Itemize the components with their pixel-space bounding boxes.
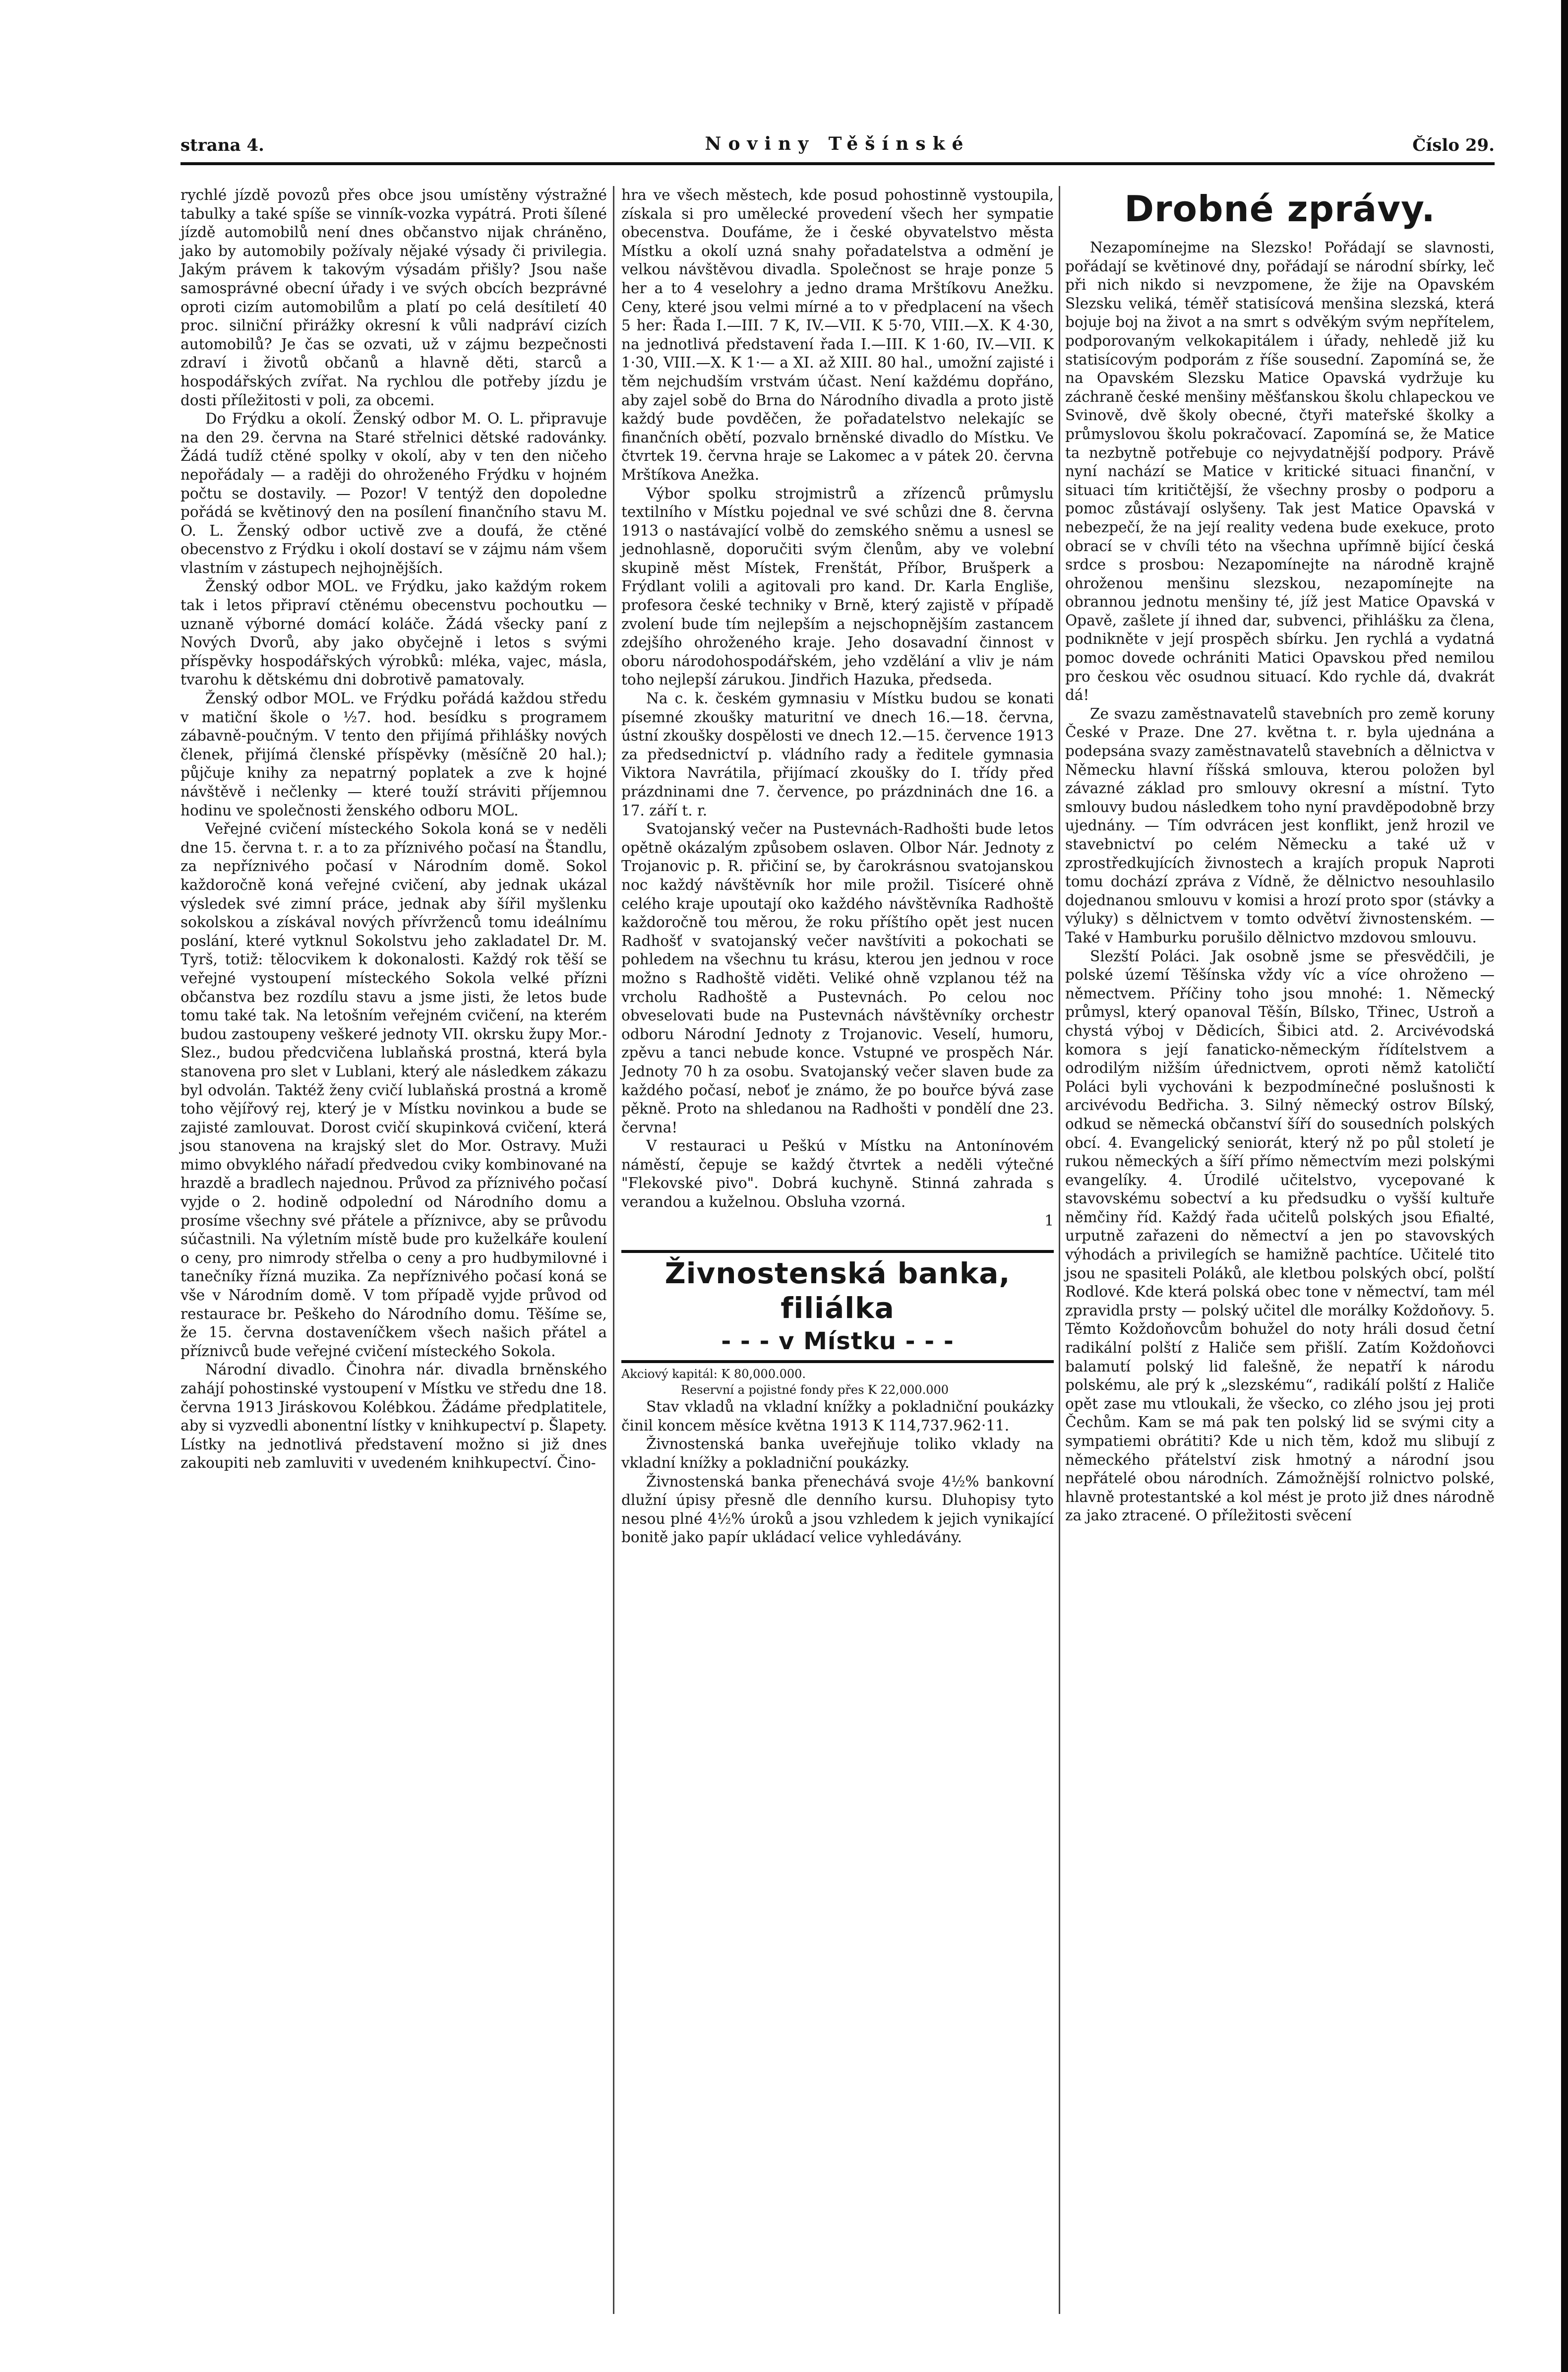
bank-advertisement bbox=[621, 1250, 1054, 1547]
article-paragraph: Národní divadlo. Činohra nár. divadla brněnského zahájí pohostinské vystoupení v Místku ve středu dne 18. června 1913 Jiráskovou Kolébkou. Žádáme předplatitele, aby si vyzvedli abonentní lístky v knihkupectví p. Šlapety. Lístky na jednotlivá představení možno si již dnes zakoupiti neb zamluviti v uvedeném knihkupectví. Čino- bbox=[181, 1361, 607, 1472]
bank-capital: Akciový kapitál: K 80,000.000. bbox=[621, 1367, 806, 1381]
article-paragraph: hra ve všech městech, kde posud pohostinně vystoupila, získala si pro umělecké provedení všech her sympatie obecenstva. Doufáme, že i české obyvatelstvo města Místku a okolí uzná snahy pořadatelstva a odmění je velkou návštěvou divadla. Společnost se hraje ponze 5 her a to 4 veselohry a jedno drama Mrštíkovu Anežku. Ceny, které jsou velmi mírné a to v předplacení na všech 5 her: Řada I.—III. 7 K, IV.—VII. K 5·70, VIII.—X. K 4·30, na jednotlivá představení řada I.—III. K 1·60, IV.—VII. K 1·30, VIII.—X. K 1·— a XI. až XIII. 80 hal., umožní zajisté i těm nejchudším vrstvám účast. Není každému dopřáno, aby zajel sobě do Brna do Národního divadla a proto jistě každý bude povděčen, že pořadatelstvo nelekajíc se finančních obětí, pozvalo brněnské divadlo do Místku. Ve čtvrtek 19. června hraje se Lakomec a v pátek 20. června Mrštíkova Anežka. bbox=[621, 187, 1054, 483]
bank-paragraph: Živnostenská banka uveřejňuje toliko vklady na vkladní knížky a pokladniční poukázky. bbox=[621, 1436, 1054, 1472]
article-paragraph: Na c. k. českém gymnasiu v Místku budou se konati písemné zkoušky maturitní ve dnech 16.—18. června, ústní zkoušky dospělosti ve dnech 12.—15. července 1913 za předsednictví p. vládního rady a ředitele gymnasia Viktora Navrátila, přijímací zkoušky do I. třídy před prázdninami dne 7. července, po prázdninách dne 16. a 17. září t. r. bbox=[621, 690, 1054, 819]
ad-rule bbox=[621, 1360, 1054, 1363]
column-divider bbox=[1059, 186, 1060, 2314]
bank-subtitle: - - - v Místku - - - bbox=[721, 1327, 954, 1356]
section-heading: Drobné zprávy. bbox=[1124, 188, 1436, 230]
article-paragraph: rychlé jízdě povozů přes obce jsou umístěny výstražné tabulky a také spíše se vinník-vozka vypátrá. Proti šílené jízdě automobilů není dnes občanstvo nijak chráněno, jako by automobily požívaly nějaké výsady či privilegia. Jakým právem k takovým výsadám přišly? Jsou naše samosprávné obecní úřady i ve svých obcích bezprávné oproti cizím automobilům a platí po celá desítiletí 40 proc. silniční přirážky okresní k vůli nadpráví cizích automobilů? Je čas se ozvati, už v zájmu bezpečnosti zdraví i životů občanů a hlavně děti, starců a hospodářských zvířat. Na rychlou dle potřeby jízdu je dosti příležitosti v poli, za obcemi. bbox=[181, 187, 607, 409]
column-1 bbox=[181, 186, 607, 1473]
newspaper-title: Noviny Těšínské bbox=[705, 133, 970, 154]
bank-paragraph: Živnostenská banka přenechává svoje 4½% bankovní dlužní úpisy přesně dle denního kursu. Dluhopisy tyto nesou plné 4½% úroků a jsou vzhledem k jejich vynikající bonitě jako papír ukládací velice vyhledávány. bbox=[621, 1473, 1054, 1546]
article-paragraph: Veřejné cvičení místeckého Sokola koná se v neděli dne 15. června t. r. a to za příznivého počasí na Štandlu, za nepříznivého počasí v Národním domě. Sokol každoročně koná veřejné cvičení, aby jednak ukázal výsledek své zimní práce, jednak aby šířil myšlenku sokolskou a získával nových přívrženců tomu ideálnímu poslání, které vytknul Sokolstvu jeho zakladatel Dr. M. Tyrš, totiž: tělocvikem k dokonalosti. Každý rok těší se veřejné vystoupení místeckého Sokola velké přízni občanstva bez rozdílu stavu a jsme jisti, že letos bude tomu také tak. Na letošním veřejném cvičení, na kterém budou zastoupeny veškeré jednoty VII. okrsku župy Mor.-Slez., budou předcvičena lublaňská prostná, která byla stanovena pro slet v Lublani, který ale následkem zákazu byl odvolán. Taktéž ženy cvičí lublaňská prostná a kromě toho vějířový rej, který je v Místku novinkou a bude se zajisté zamlouvat. Dorost cvičí skupinková cvičení, která jsou stanovena na krajský slet do Mor. Ostravy. Muži mimo obvyklého nářadí předvedou cviky kombinované na hrazdě a bradlech najednou. Průvod za příznivého počasí vyjde o 2. hodině odpolední od Národního domu a prosíme všechny své přátele a příznivce, aby se průvodu súčastnili. Na výletním místě bude pro kuželkáře koulení o ceny, pro nimrody střelba o ceny a pro hudbymilovné i tanečníky řízná muzika. Za nepříznivého počasí koná se vše v Národním domě. V tom případě vyjde průvod od restaurace br. Peškeho do Národního domu. Těšíme se, že 15. června dostaveníčkem všech našich přátel a příznivců bude veřejné cvičení místeckého Sokola. bbox=[181, 820, 607, 1360]
article-paragraph: Výbor spolku strojmistrů a zřízenců průmyslu textilního v Místku pojednal ve své schůzi dne 8. června 1913 o nastávající volbě do zemského sněmu a usnesl se jednohlasně, doporučiti svým členům, aby ve volební skupině měst Místek, Frenštát, Příbor, Brušperk a Frýdlant volili a agitovali pro kand. Dr. Karla Engliše, profesora české techniky v Brně, který zajistě v případě zvolení bude tím nejlepším a nejschopnějším zastancem zdejšího ohroženého kraje. Jeho dosavadní činnost v oboru národohospodářském, jeho vzdělání a vliv je nám toho nejlepší zárukou. Jindřich Hazuka, předseda. bbox=[621, 485, 1054, 688]
page-number: strana 4. bbox=[181, 135, 264, 155]
header-rule bbox=[181, 162, 1495, 165]
masthead bbox=[181, 130, 1495, 160]
article-paragraph: Ze svazu zaměstnavatelů stavebních pro země koruny České v Praze. Dne 27. května t. r. byla ujednána a podepsána svazy zaměstnavatelů stavebních a dělnictva v Německu hlavní říšská smlouva, kterou položen byl závazné základ pro smlouvy okresní a místní. Tyto smlouvy budou následkem toho nyní pravděpodobně brzy ujednány. — Tím odvrácen jest konflikt, jenž hrozil ve stavebnictví po celém Německu a také už v zprostředkujících živnostech a krajích propuk Naproti tomu dochází zpráva z Vídně, že dělnictvo nesouhlasilo dojednanou smlouvu v komisi a hrozí proto spor (stávky a výluky) s dělnictvem v tomto odvětví živnostenském. — Také v Hamburku porušilo dělnictvo mzdovou smlouvu. bbox=[1065, 705, 1495, 946]
column-divider bbox=[613, 186, 614, 2314]
article-paragraph: Ženský odbor MOL. ve Frýdku pořádá každou středu v matiční škole o ½7. hod. besídku s programem zábavně-poučným. V tento den přijímá přihlášky nových členek, přijímá členské příspěvky (měsíčně 20 hal.); půjčuje knihy za nepatrný poplatek a zve k hojné návštěvě i nečlenky — které touží stráviti příjemnou hodinu ve společnosti ženského odboru MOL. bbox=[181, 690, 607, 819]
article-paragraph: V restauraci u Peškú v Místku na Antonínovém náměstí, čepuje se každý čtvrtek a neděli výtečné "Flekovské pivo". Dobrá kuchyně. Stinná zahrada s verandou a kuželnou. Obsluha vzorná. bbox=[621, 1137, 1054, 1211]
column-3 bbox=[1065, 186, 1495, 1525]
bank-reserve: Reservní a pojistné fondy přes K 22,000.000 bbox=[681, 1383, 949, 1397]
bank-paragraph: Stav vkladů na vkladní knížky a pokladniční poukázky činil koncem měsíce května 1913 K 114,737.962·11. bbox=[621, 1398, 1054, 1434]
ad-number: 1 bbox=[1044, 1212, 1054, 1229]
article-paragraph: Ženský odbor MOL. ve Frýdku, jako každým rokem tak i letos připraví ctěnému obecenstvu pochoutku — uznaně výborné domácí koláče. Žádá všecky paní z Nových Dvorů, aby jako obyčejně i letos s svými příspěvky hospodářských výrobků: mléka, vajec, másla, tvarohu k dětskému dni dobrotivě pamatovaly. bbox=[181, 578, 607, 688]
issue-number: Číslo 29. bbox=[1412, 135, 1495, 155]
article-paragraph: Nezapomínejme na Slezsko! Pořádají se slavnosti, pořádají se květinové dny, pořádají se národní sbírky, leč při nich nikdo si nevzpomene, že žije na Opavském Slezsku veliká, téměř statisícová menšina slezská, která bojuje boj na život a na smrt s odvěkým svým nepřítelem, podporovaným velkokapitálem i úřady, nehledě již ku statisícovým podporám z říše sousední. Zapomíná se, že na Opavském Slezsku Matice Opavská vydržuje ku záchraně české menšiny měšťanskou školu chlapeckou ve Svinově, dvě školy obecné, čtyři mateřské školky a průmyslovou školu pokračovací. Zapomíná se, že Matice ta nezbytně potřebuje co nejvydatnější podpory. Právě nyní nachází se Matice v kritické situaci finanční, v situaci tím kritičtější, že všechny prosby o podporu a pomoc zůstávají oslyšeny. Tak jest Matice Opavská v nebezpečí, že na její reality vedena bude exekuce, proto obrací se v chvíli této na všechna upřímně bijící česká srdce s prosbou: Nezapomínejte na národně krajně ohroženou menšinu slezskou, nezapomínejte na obrannou jednotu menšiny té, jíž jest Matice Opavská v Opavě, zašlete jí ihned dar, subvenci, přihlášku za člena, podnikněte v její prospěch sbírku. Jen rychlá a vydatná pomoc dovede ochrániti Matici Opavskou před nemilou pro českou věc osudnou situací. Kdo rychle dá, dvakrát dá! bbox=[1065, 239, 1495, 704]
article-paragraph: Slezští Poláci. Jak osobně jsme se přesvědčili, je polské území Těšínska vždy víc a více ohroženo — němectvem. Příčiny toho jsou mnohé: 1. Německý průmysl, který opanoval Těšín, Bílsko, Třinec, Ustroň a chystá výboj v Dědicích, Šibici atd. 2. Arcivévodská komora s její fanaticko-německým řídítelstvem a odrodilým nižším úřednictvem, oproti němž katoličtí Poláci byli vychováni k bezpodmínečné poslušnosti k arcivévodu Bedřicha. 3. Silný německý ostrov Bílský, odkud se německá občanství šíří do sousedních polských obcí. 4. Evangelický seniorát, který nž po půl století je rukou německých a šíří přímo němectvím mezi polskými evangelíky. 4. Úrodilé učitelstvo, vycepované k stavovskému sobectví a ku předsudku o vyšší kultuře němčiny říd. Každý řada učitelů polských jsou Efialté, urputně zařazeni do němectví a jen po stavovských výhodách a privilegích se hamižně pachtíce. Učitelé tito jsou ne spasiteli Poláků, ale kletbou polských obcí, polští Rodlové. Kde která polská obec tone v němectví, tam mél zpravidla prsty — polský učitel dle morálky Koždoňovy. 5. Těmto Koždoňovcům bohužel do noty hráli dosud četní radikální polští z Haliče sem přišlí. Zatím Koždoňovci balamutí polský lid falešně, že nepatří k národu polskému, ale prý k „slezskému“, radikálí polští z Haliče opět zase mu vtloukali, že všecko, co zlého jsou jej proti Čechům. Kam se má pak ten polský lid se svými city a sympatiemi obrátiti? Kde u nich těm, kdož mu slibují z německého přátelství zisk hmotný a národní jsou nepřátelé obou národních. Zámožnější rolnictvo polské, hlavně protestantské a kol mést je proto již dnes národně za jako ztracené. O příležitosti svěcení bbox=[1065, 947, 1495, 1524]
column-2 bbox=[621, 186, 1054, 1547]
article-paragraph: Do Frýdku a okolí. Ženský odbor M. O. L. připravuje na den 29. června na Staré střelnici dětské radovánky. Žádá tudíž ctěné spolky v okolí, aby v ten den ničeho nepořádaly — a raději do ohroženého Frýdku v hojném počtu se dostavily. — Pozor! V tentýž den dopoledne pořádá se květinový den na posílení finančního stavu M. O. L. Ženský odbor uctivě zve a doufá, že ctěné obecenstvo z Frýdku i okolí dostaví se v zájmu nám všem vlastním v zástupech nejhojnějších. bbox=[181, 410, 607, 576]
ad-rule bbox=[621, 1250, 1054, 1253]
bank-title: Živnostenská banka, filiálka bbox=[664, 1256, 1011, 1325]
article-paragraph: Svatojanský večer na Pustevnách-Radhošti bude letos opětně okázalým způsobem oslaven. Olbor Nár. Jednoty z Trojanovic p. R. přičiní se, by čarokrásnou svatojanskou noc každý návštěvník hor mile prožil. Tisíceré ohně celého kraje upoutají oko každého návštěvníka Radhoště každoročně tou měrou, že roku příštího opět jest nucen Radhošť v svatojanský večer navštíviti a pokochati se pohledem na všechnu tu krásu, kterou jen jednou v roce možno s Radhoště viděti. Veliké ohně vzplanou též na vrcholu Radhoště a Pustevnách. Po celou noc obveselovati bude na Pustevnách návštěvníky orchestr odboru Národní Jednoty z Trojanovic. Veselí, humoru, zpěvu a tanci nebude konce. Vstupné ve prospěch Nár. Jednoty 70 h za osobu. Svatojanský večer slaven bude za každého počasí, neboť je známo, že po bouřce bývá zase pěkně. Proto na shledanou na Radhošti v pondělí dne 23. června! bbox=[621, 820, 1054, 1136]
